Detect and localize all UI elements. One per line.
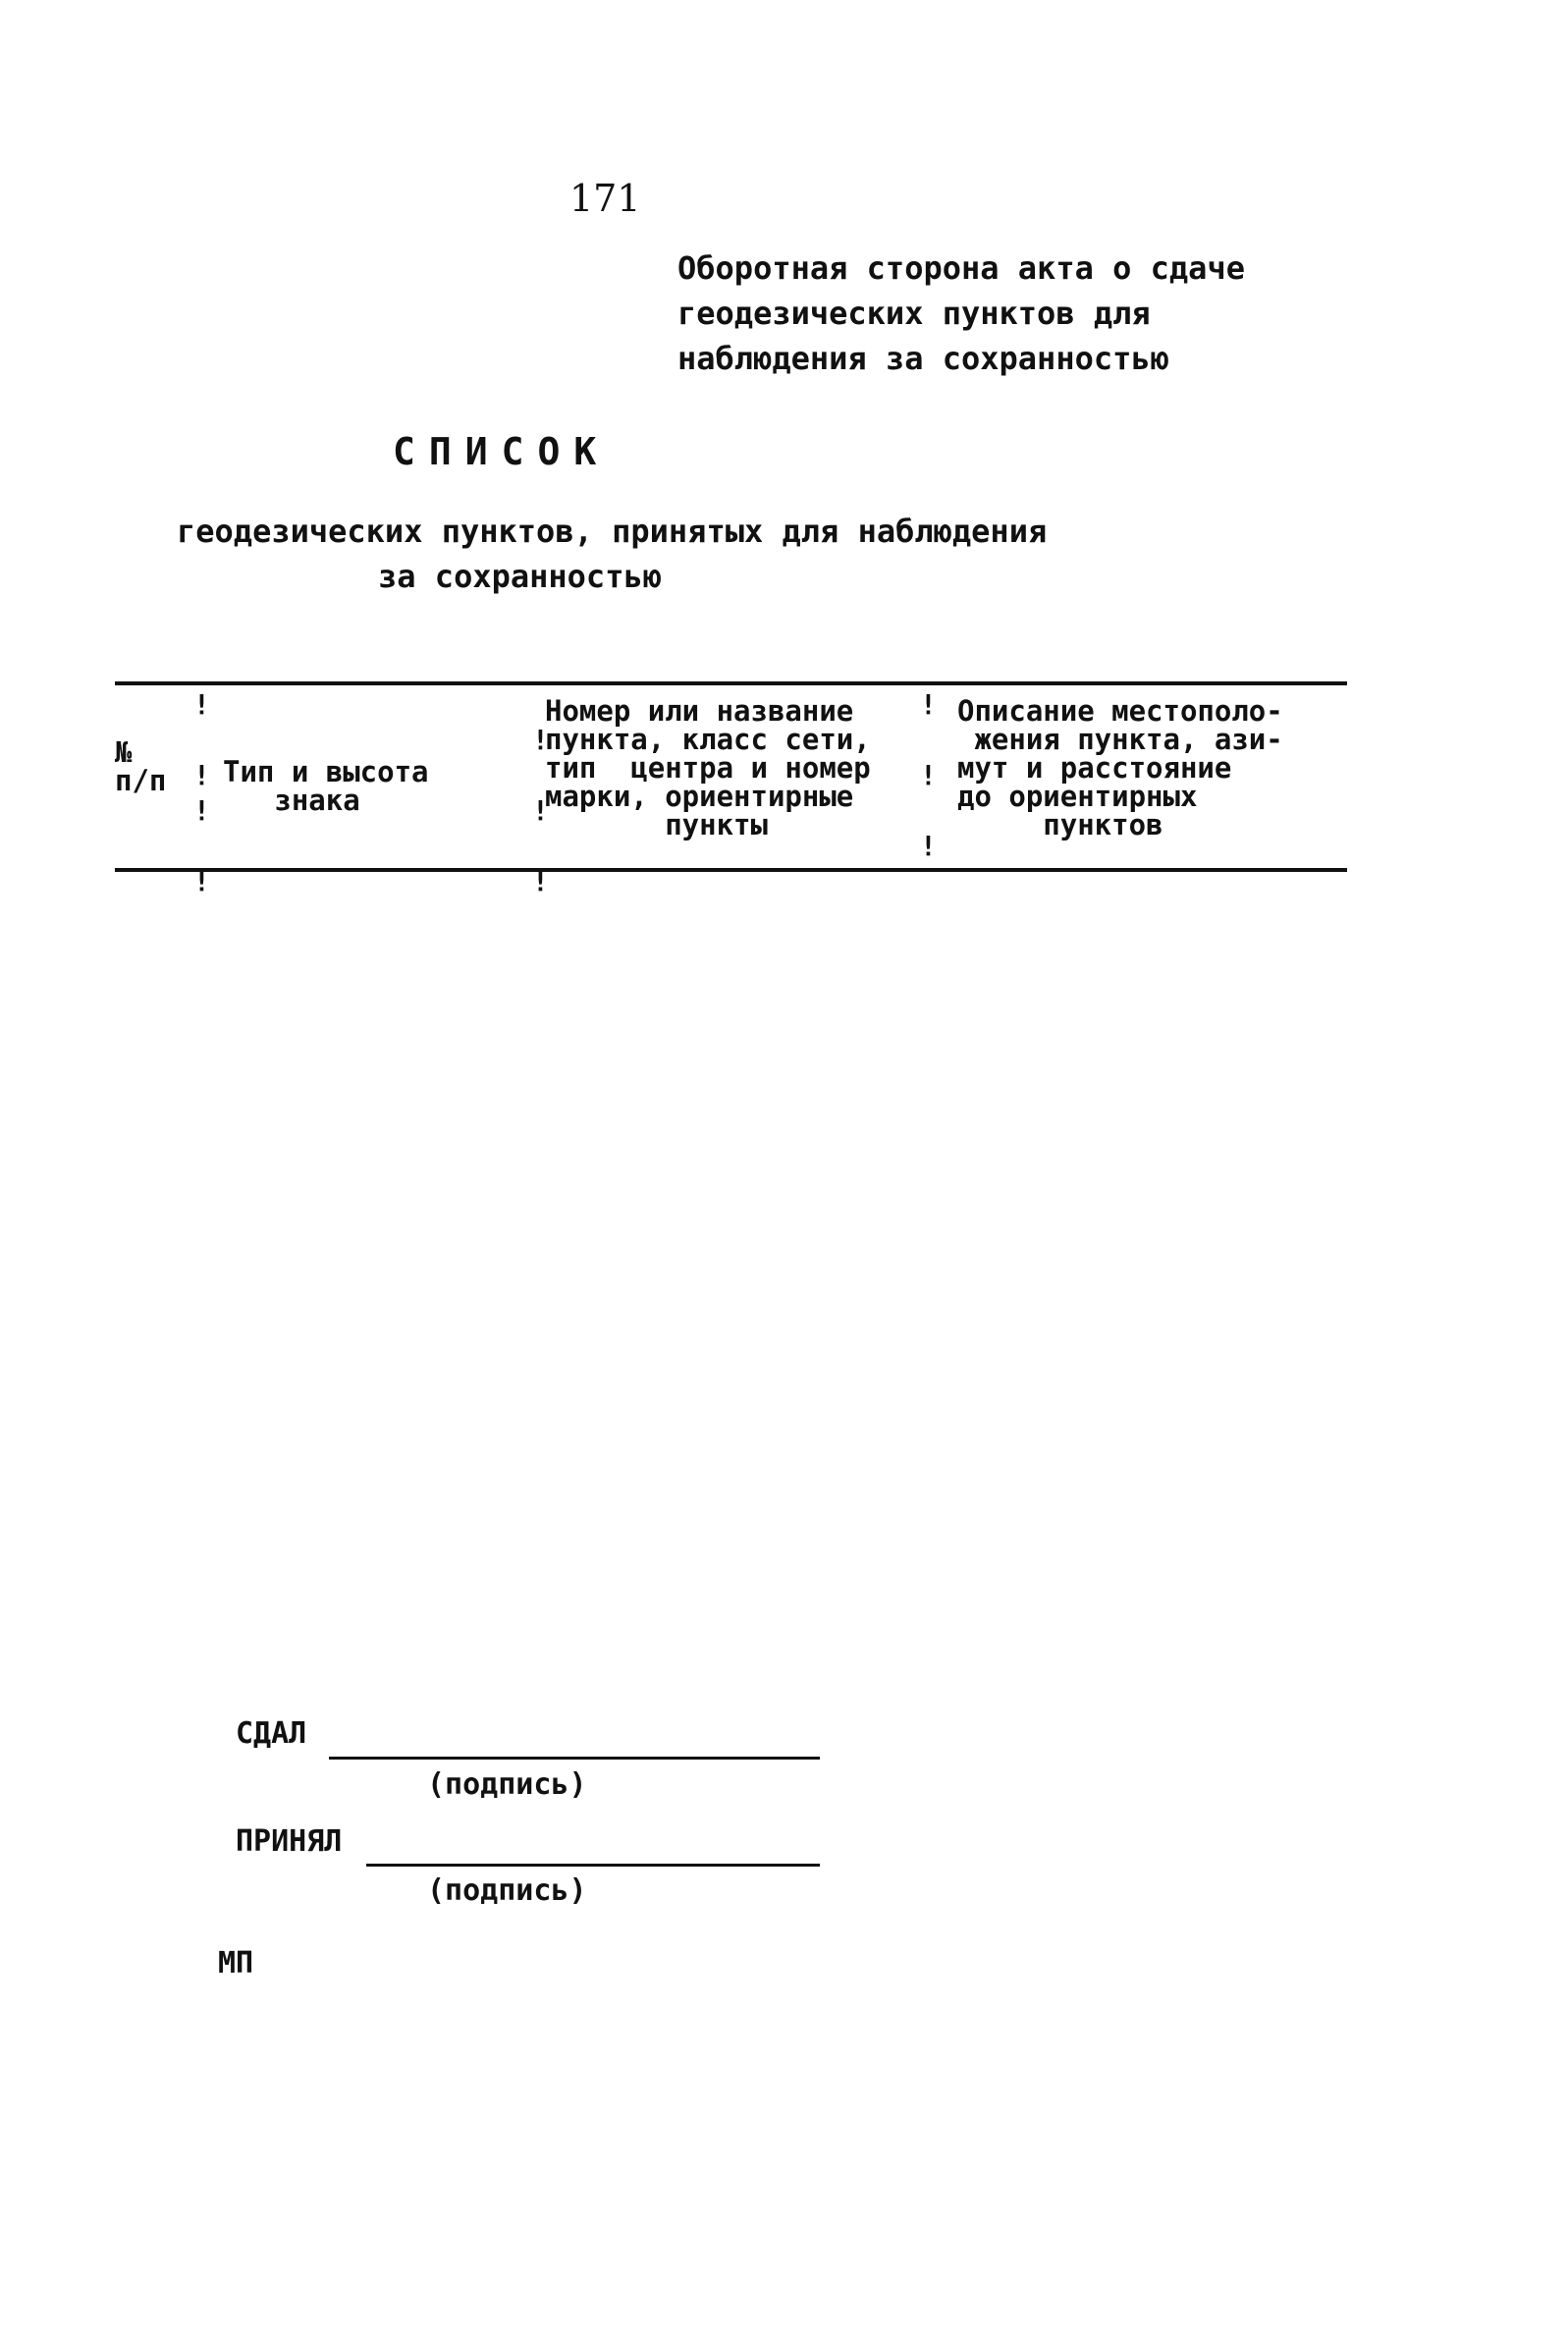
header-note-line: наблюдения за сохранностью	[677, 340, 1169, 377]
received-signature-line	[366, 1864, 820, 1867]
table-header	[115, 687, 1347, 897]
column-header-type-height: Тип и высота знака	[223, 755, 429, 817]
column-header-number: № п/п	[115, 735, 167, 797]
header-note-line: геодезических пунктов для	[677, 295, 1151, 332]
document-title: СПИСОК	[393, 430, 611, 473]
header-note	[677, 245, 1245, 381]
handed-signature-hint: (подпись)	[427, 1767, 587, 1802]
column-separator: ! ! ! !	[193, 688, 210, 897]
handed-signature-line	[329, 1757, 820, 1760]
table-top-rule	[115, 681, 1347, 685]
table-bottom-rule	[115, 868, 1347, 872]
column-header-point-number: Номер или название пункта, класс сети, тип центра и номер марки, ориентирные пункты	[545, 694, 871, 841]
received-label: ПРИНЯЛ	[236, 1824, 343, 1859]
subtitle-line: за сохранностью	[378, 558, 662, 595]
column-separator: ! ! !	[920, 688, 937, 862]
received-signature-hint: (подпись)	[427, 1873, 587, 1908]
seal-place-label: МП	[218, 1946, 254, 1980]
column-separator: ! ! !	[532, 724, 549, 897]
handed-label: СДАЛ	[236, 1716, 307, 1751]
column-header-location-description: Описание местополо- жения пункта, ази- мут и расстояние до ориентирных пунктов	[957, 694, 1283, 841]
header-note-line: Оборотная сторона акта о сдаче	[677, 249, 1245, 287]
subtitle-line: геодезических пунктов, принятых для наблюдения	[177, 513, 1048, 550]
page-number: 171	[569, 177, 641, 220]
document-subtitle	[177, 509, 1047, 599]
